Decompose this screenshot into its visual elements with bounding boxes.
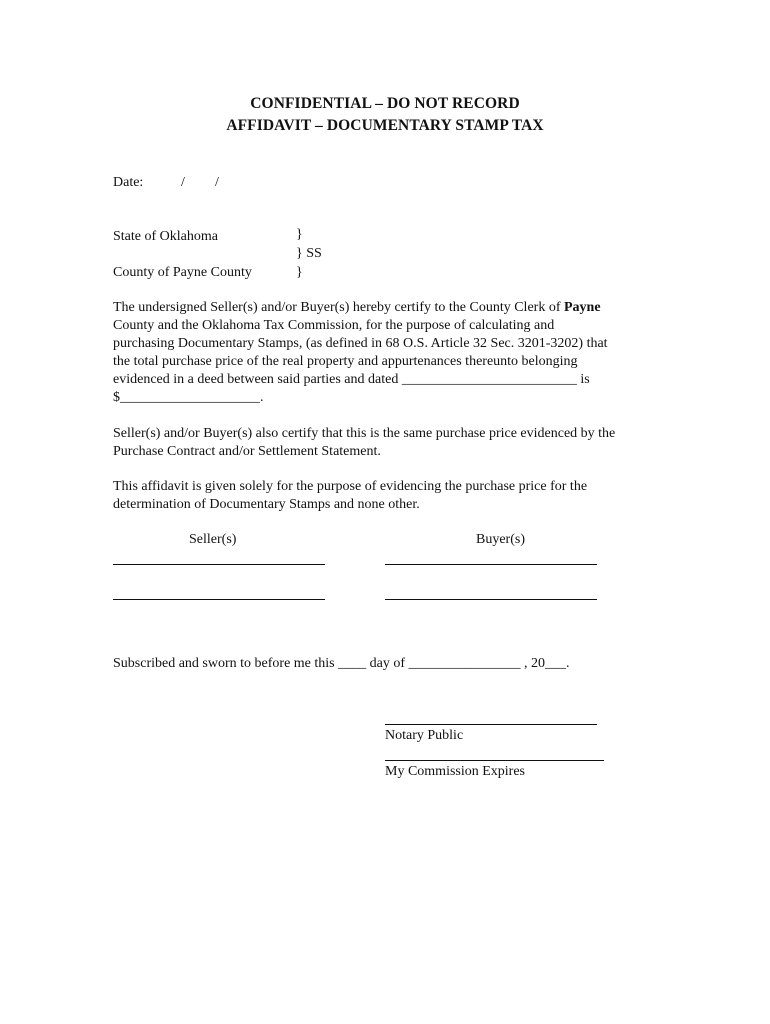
notary-public-label: Notary Public (385, 728, 464, 743)
commission-expires-label: My Commission Expires (385, 764, 526, 779)
notary-signature-line[interactable] (385, 724, 597, 725)
date-separator-2: / (215, 175, 219, 190)
buyer-signature-line-1[interactable] (385, 564, 597, 565)
p1-line-5: evidenced in a deed between said parties and dated _________________________ is (113, 372, 590, 387)
p2-line-2: Purchase Contract and/or Settlement Statement. (113, 444, 381, 459)
p1-line-3: purchasing Documentary Stamps, (as defined in 68 O.S. Article 32 Sec. 3201-3202) that (113, 336, 608, 351)
certification-paragraph (113, 299, 661, 407)
subscribed-sworn-statement: Subscribed and sworn to before me this ____ day of ________________ , 20___. (113, 656, 570, 671)
purchase-contract-paragraph (113, 425, 661, 461)
seller-signature-line-1[interactable] (113, 564, 325, 565)
p1-line-1: The undersigned Seller(s) and/or Buyer(s) hereby certify to the County Clerk of Payne (113, 300, 601, 315)
buyer-signature-line-2[interactable] (385, 599, 597, 600)
header-confidential: CONFIDENTIAL – DO NOT RECORD (250, 95, 520, 112)
county-name-bold: Payne (563, 300, 601, 315)
p1-line-6: $____________________. (113, 390, 264, 405)
commission-expires-line[interactable] (385, 760, 604, 761)
date-separator-1: / (181, 175, 185, 190)
purpose-paragraph (113, 478, 661, 514)
brace-ss: } SS (296, 246, 322, 261)
seller-signature-line-2[interactable] (113, 599, 325, 600)
header-affidavit-title: AFFIDAVIT – DOCUMENTARY STAMP TAX (226, 117, 544, 134)
p1-line-4: the total purchase price of the real property and appurtenances thereunto belonging (113, 354, 578, 369)
p3-line-1: This affidavit is given solely for the purpose of evidencing the purchase price for the (113, 479, 588, 494)
brace-bottom: } (296, 265, 303, 280)
date-label: Date: (113, 175, 144, 190)
brace-top: } (296, 227, 303, 242)
seller-heading: Seller(s) (189, 532, 237, 547)
buyer-heading: Buyer(s) (476, 532, 525, 547)
state-label: State of Oklahoma (113, 229, 218, 244)
p1-line-2: County and the Oklahoma Tax Commission, for the purpose of calculating and (113, 318, 555, 333)
p2-line-1: Seller(s) and/or Buyer(s) also certify that this is the same purchase price evidenced by the (113, 426, 616, 441)
p3-line-2: determination of Documentary Stamps and none other. (113, 497, 420, 512)
county-label: County of Payne County (113, 265, 252, 280)
